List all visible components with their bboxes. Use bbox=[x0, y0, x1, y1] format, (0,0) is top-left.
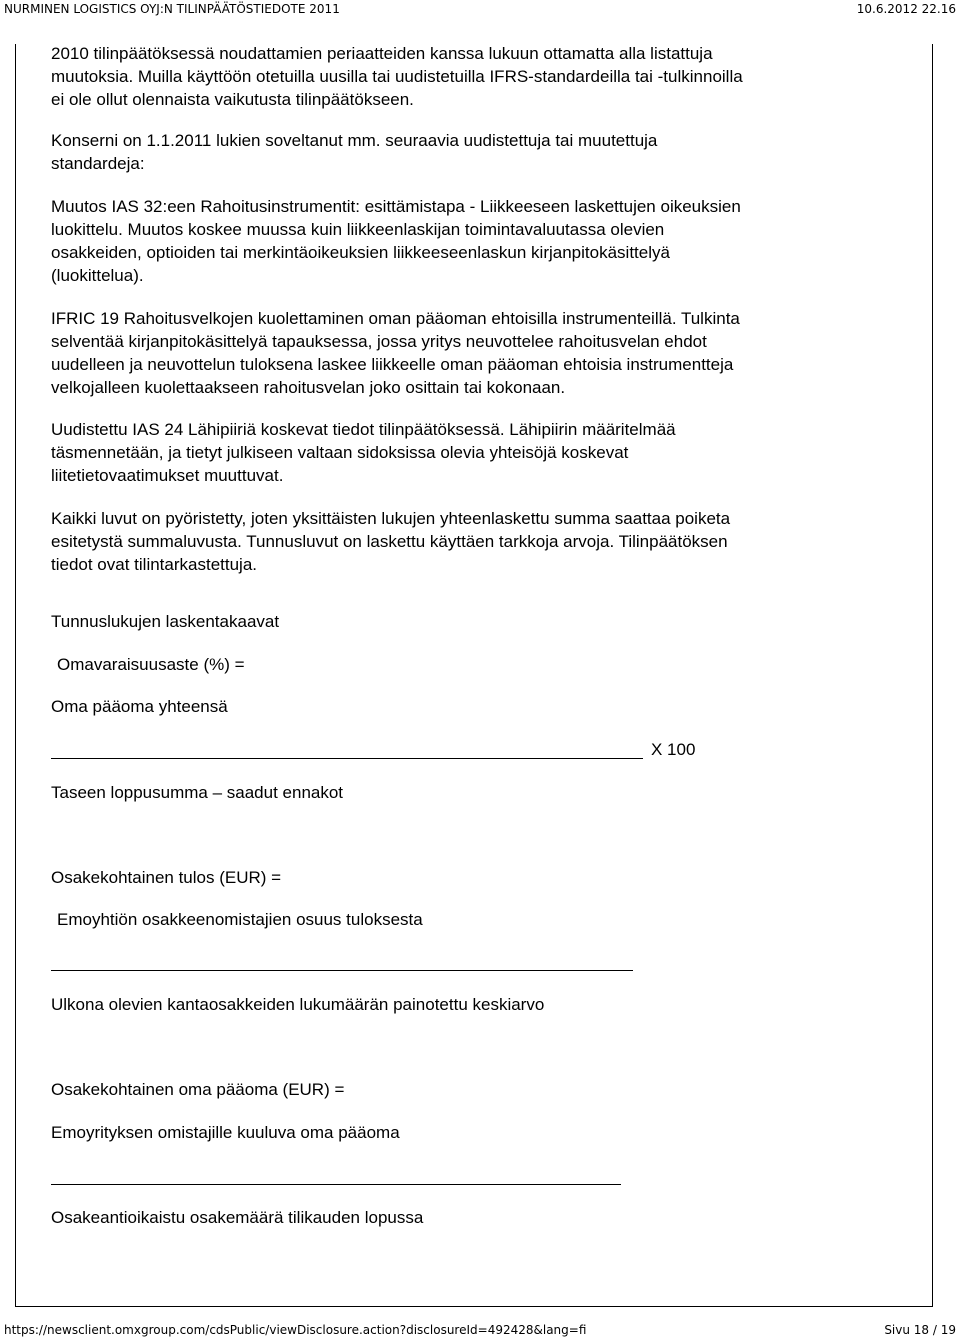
eps-label: Osakekohtainen tulos (EUR) = bbox=[51, 868, 282, 887]
equity-ratio-denominator: Taseen loppusumma – saadut ennakot bbox=[51, 783, 344, 802]
eps-numerator: Emoyhtiön osakkeenomistajien osuus tuloksesta bbox=[57, 910, 423, 929]
equity-per-share-denominator: Osakeantioikaistu osakemäärä tilikauden lopussa bbox=[51, 1208, 424, 1227]
eps-denominator: Ulkona olevien kantaosakkeiden lukumäärän painotettu keskiarvo bbox=[51, 995, 545, 1014]
equity-per-share-numerator: Emoyrityksen omistajille kuuluva oma pääoma bbox=[51, 1123, 400, 1142]
text-line: selventää kirjanpitokäsittelyä tapauksessa, jossa yritys neuvottelee rahoitusvelan ehdot bbox=[51, 332, 707, 351]
text-line: tiedot ovat tilintarkastettuja. bbox=[51, 555, 258, 574]
text-line: esitetystä summaluvusta. Tunnusluvut on laskettu käyttäen tarkkoja arvoja. Tilinpäätöksen bbox=[51, 532, 728, 551]
equity-per-share-label: Osakekohtainen oma pääoma (EUR) = bbox=[51, 1080, 345, 1099]
text-line: (luokittelua). bbox=[51, 266, 144, 285]
text-line: 2010 tilinpäätöksessä noudattamien periaatteiden kanssa lukuun ottamatta alla listattuja bbox=[51, 44, 713, 63]
body-text bbox=[51, 42, 911, 576]
equity-per-share-fraction-line bbox=[51, 1184, 621, 1185]
footer-page-number: Sivu 18 / 19 bbox=[884, 1323, 956, 1337]
document-header-title: NURMINEN LOGISTICS OYJ:N TILINPÄÄTÖSTIEDOTE 2011 bbox=[4, 2, 340, 16]
text-line: ei ole ollut olennaista vaikutusta tilinpäätökseen. bbox=[51, 90, 414, 109]
text-line: uudelleen ja neuvottelun tuloksena laskee liikkeelle oman pääoman ehtoisia instrumentteja bbox=[51, 355, 734, 374]
text-line: muutoksia. Muilla käyttöön otetuilla uusilla tai uudistetuilla IFRS-standardeilla tai -tulkinnoilla bbox=[51, 67, 743, 86]
paragraph-applied-standards bbox=[51, 129, 911, 175]
text-line: osakkeiden, optioiden tai merkintäoikeuksien liikkeeseenlaskun kirjanpitokäsittelyä bbox=[51, 243, 670, 262]
text-line: standardeja: bbox=[51, 154, 145, 173]
text-line: Kaikki luvut on pyöristetty, joten yksittäisten lukujen yhteenlaskettu summa saattaa poiketa bbox=[51, 509, 731, 528]
paragraph-standards-intro bbox=[51, 42, 911, 111]
paragraph-rounding-note bbox=[51, 507, 911, 576]
text-line: IFRIC 19 Rahoitusvelkojen kuolettaminen oman pääoman ehtoisilla instrumenteillä. Tulkinta bbox=[51, 309, 740, 328]
document-header-datetime: 10.6.2012 22.16 bbox=[856, 2, 956, 16]
text-line: luokittelu. Muutos koskee muussa kuin liikkeenlaskijan toimintavaluutassa olevien bbox=[51, 220, 665, 239]
equity-ratio-label: Omavaraisuusaste (%) = bbox=[57, 655, 245, 674]
text-line: Muutos IAS 32:een Rahoitusinstrumentit: esittämistapa - Liikkeeseen laskettujen oikeuksien bbox=[51, 197, 741, 216]
text-line: velkojalleen kuolettaakseen rahoitusvelan joko osittain tai kokonaan. bbox=[51, 378, 566, 397]
text-line: liitetietovaatimukset muuttuvat. bbox=[51, 466, 284, 485]
paragraph-ifric19 bbox=[51, 307, 911, 399]
text-line: Uudistettu IAS 24 Lähipiiriä koskevat tiedot tilinpäätöksessä. Lähipiirin määritelmää bbox=[51, 420, 676, 439]
text-line: täsmennetään, ja tietyt julkiseen valtaan sidoksissa olevia yhteisöjä koskevat bbox=[51, 443, 629, 462]
paragraph-ias32 bbox=[51, 195, 911, 287]
formulas-heading: Tunnuslukujen laskentakaavat bbox=[51, 612, 280, 631]
eps-fraction-line bbox=[51, 970, 633, 971]
equity-ratio-fraction-line bbox=[51, 758, 643, 759]
equity-ratio-numerator: Oma pääoma yhteensä bbox=[51, 697, 228, 716]
text-line: Konserni on 1.1.2011 lukien soveltanut mm. seuraavia uudistettuja tai muutettuja bbox=[51, 131, 658, 150]
paragraph-ias24 bbox=[51, 418, 911, 487]
equity-ratio-multiplier: X 100 bbox=[651, 740, 696, 759]
footer-url: https://newsclient.omxgroup.com/cdsPublic/viewDisclosure.action?disclosureId=492428&lang=fi bbox=[4, 1323, 587, 1337]
